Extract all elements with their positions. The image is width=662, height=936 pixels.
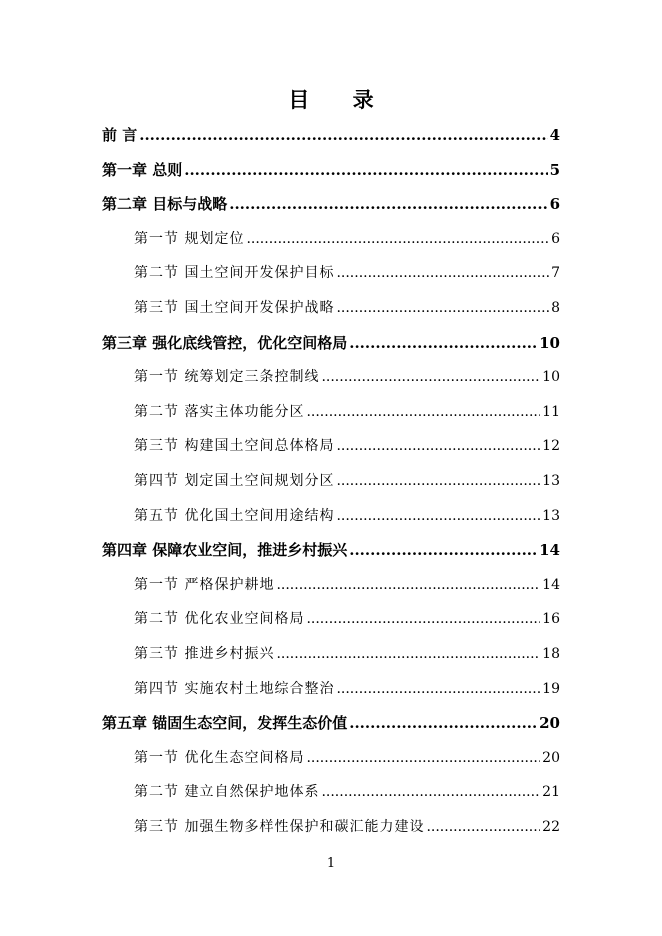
toc-entry-label: 第三节 国土空间开发保护战略 — [134, 300, 335, 316]
toc-entry-page-number: 19 — [542, 680, 560, 697]
toc-entry-page-number: 14 — [539, 541, 560, 560]
toc-entry-page-number: 4 — [549, 126, 560, 144]
toc-section-entry[interactable] — [134, 505, 560, 525]
toc-entry-page-number: 5 — [549, 160, 560, 179]
toc-entry-page-number: 10 — [542, 369, 560, 386]
toc-section-entry[interactable] — [134, 262, 560, 282]
toc-entry-label: 第五章 锚固生态空间，发挥生态价值 — [102, 714, 348, 733]
toc-entry-label: 第二节 国土空间开发保护目标 — [134, 265, 335, 282]
toc-section-entry[interactable] — [134, 470, 560, 490]
toc-section-entry[interactable] — [134, 643, 560, 663]
dot-leader — [276, 646, 540, 662]
dot-leader — [184, 161, 547, 179]
toc-section-entry[interactable] — [134, 574, 560, 594]
dot-leader — [336, 265, 549, 281]
dot-leader — [229, 195, 547, 213]
toc-title: 目 录 — [288, 87, 392, 112]
toc-entry-page-number: 6 — [549, 195, 560, 214]
toc-entry-label: 第三节 构建国土空间总体格局 — [134, 438, 335, 455]
toc-chapter-entry[interactable] — [102, 712, 560, 733]
toc-entry-label: 第三节 加强生物多样性保护和碳汇能力建设 — [134, 819, 425, 835]
toc-entry-page-number: 7 — [551, 265, 560, 282]
toc-section-entry[interactable] — [134, 228, 560, 248]
toc-entry-label: 前 言 — [102, 126, 138, 144]
toc-entry-label: 第五节 优化国土空间用途结构 — [134, 507, 335, 524]
dot-leader — [306, 611, 540, 627]
dot-leader — [139, 126, 547, 144]
toc-entry-label: 第一节 统筹划定三条控制线 — [134, 369, 320, 386]
dot-leader — [336, 681, 540, 697]
dot-leader — [349, 714, 537, 732]
toc-entry-label: 第二章 目标与战略 — [102, 195, 228, 214]
toc-entry-label: 第二节 建立自然保护地体系 — [134, 784, 320, 801]
toc-entry-label: 第三节 推进乡村振兴 — [134, 646, 275, 662]
toc-entry-label: 第一节 规划定位 — [134, 230, 245, 247]
toc-entry-page-number: 16 — [542, 611, 560, 628]
dot-leader — [276, 577, 540, 593]
toc-entry-page-number: 18 — [542, 646, 560, 662]
toc-chapter-entry[interactable] — [102, 159, 560, 180]
toc-section-entry[interactable] — [134, 816, 560, 836]
toc-entry-label: 第四章 保障农业空间，推进乡村振兴 — [102, 541, 348, 560]
toc-entry-label: 第一章 总则 — [102, 160, 183, 179]
page-number: 1 — [326, 856, 336, 871]
toc-chapter-entry[interactable] — [102, 332, 560, 353]
toc-section-entry[interactable] — [134, 781, 560, 801]
dot-leader — [306, 750, 540, 766]
toc-entry-page-number: 10 — [539, 333, 560, 352]
toc-entry-page-number: 13 — [542, 473, 560, 489]
toc-entry-page-number: 22 — [542, 819, 560, 835]
dot-leader — [321, 784, 540, 800]
toc-entry-page-number: 20 — [542, 749, 560, 766]
toc-entry-label: 第二节 优化农业空间格局 — [134, 611, 305, 628]
toc-section-entry[interactable] — [134, 435, 560, 455]
dot-leader — [426, 819, 540, 835]
toc-entry-label: 第一节 优化生态空间格局 — [134, 749, 305, 766]
toc-entry-label: 第三章 强化底线管控，优化空间格局 — [102, 333, 348, 352]
toc-chapter-entry[interactable] — [102, 124, 560, 145]
toc-entry-page-number: 6 — [551, 230, 560, 247]
toc-entry-page-number: 13 — [542, 507, 560, 524]
toc-section-entry[interactable] — [134, 608, 560, 628]
toc-entry-page-number: 12 — [542, 438, 560, 455]
dot-leader — [336, 508, 540, 524]
toc-entry-label: 第二节 落实主体功能分区 — [134, 403, 305, 420]
dot-leader — [321, 369, 540, 385]
dot-leader — [246, 231, 549, 247]
dot-leader — [336, 300, 549, 316]
dot-leader — [306, 404, 540, 420]
toc-section-entry[interactable] — [134, 297, 560, 317]
toc-entry-label: 第四节 划定国土空间规划分区 — [134, 473, 335, 489]
toc-section-entry[interactable] — [134, 366, 560, 386]
dot-leader — [336, 438, 540, 454]
toc-section-entry[interactable] — [134, 678, 560, 698]
toc-chapter-entry[interactable] — [102, 193, 560, 214]
toc-section-entry[interactable] — [134, 401, 560, 421]
dot-leader — [349, 541, 537, 559]
toc-chapter-entry[interactable] — [102, 539, 560, 560]
toc-entry-page-number: 20 — [539, 714, 560, 733]
toc-section-entry[interactable] — [134, 747, 560, 767]
toc-entry-label: 第四节 实施农村土地综合整治 — [134, 680, 335, 697]
toc-entry-page-number: 21 — [542, 784, 560, 801]
toc-entry-label: 第一节 严格保护耕地 — [134, 576, 275, 593]
toc-entry-page-number: 14 — [542, 576, 560, 593]
dot-leader — [349, 334, 537, 352]
dot-leader — [336, 473, 540, 489]
toc-entry-page-number: 8 — [551, 300, 560, 316]
toc-entry-page-number: 11 — [542, 403, 560, 420]
